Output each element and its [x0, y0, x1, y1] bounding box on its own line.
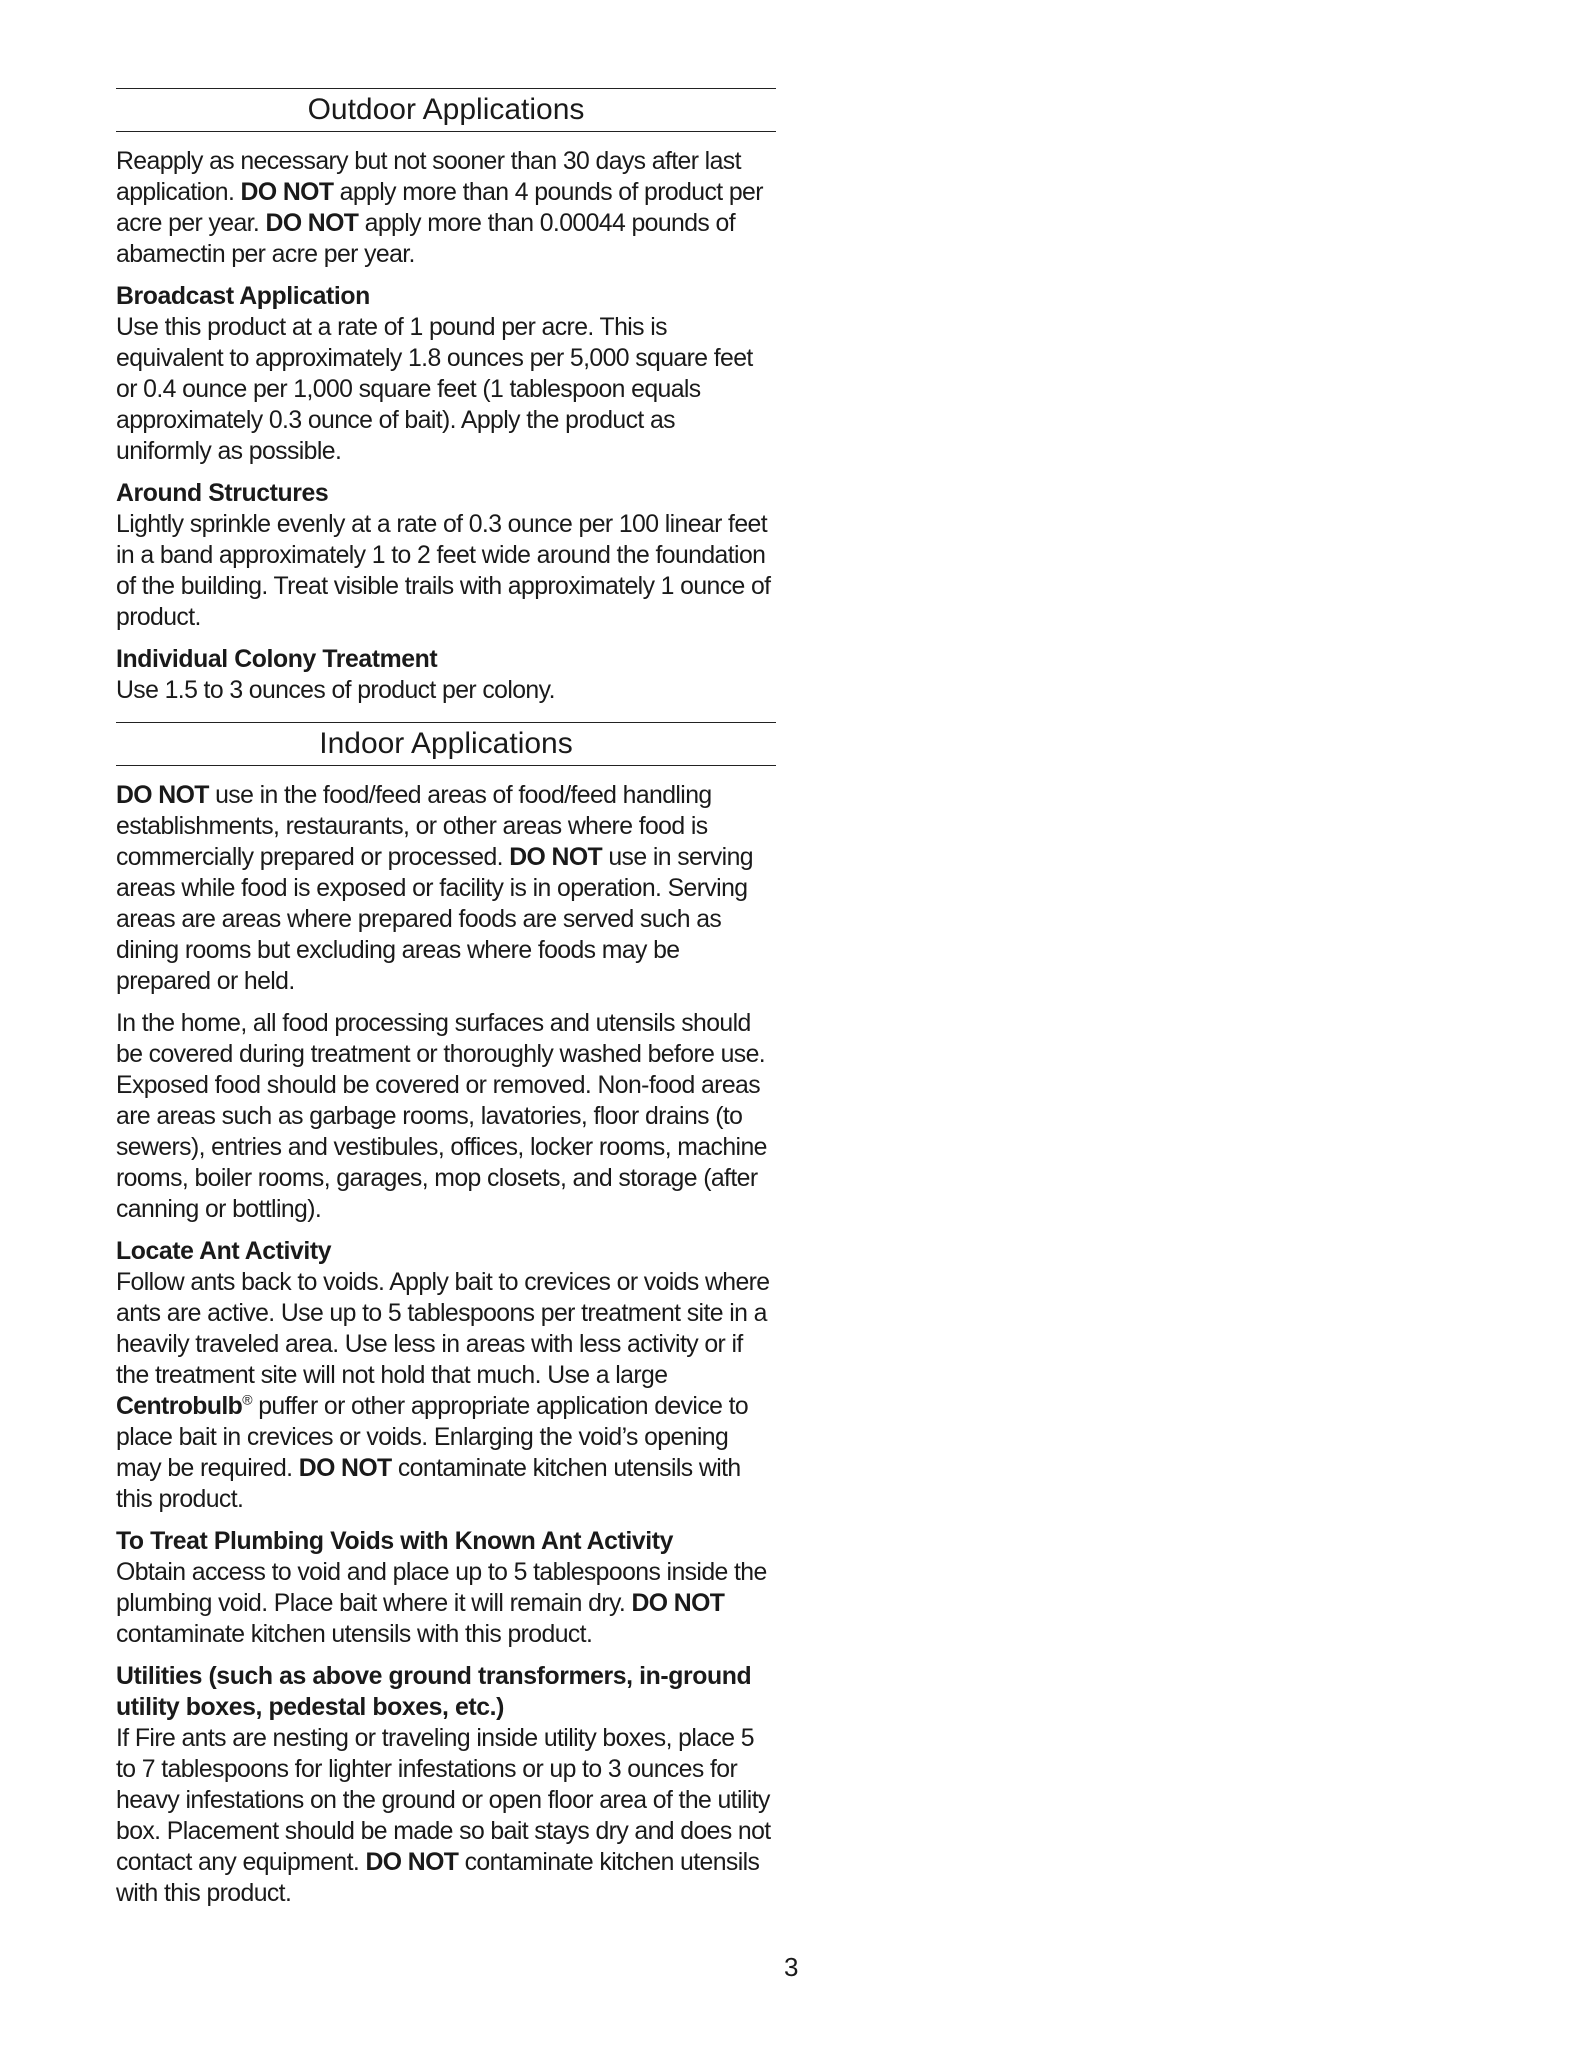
page-number: 3 [784, 1952, 799, 1982]
do-not-6: DO NOT [631, 1590, 725, 1617]
utilities-title: Utilities (such as above ground transformers, in-ground utility boxes, pedestal boxes, etc.) [116, 1663, 752, 1721]
plumbing-title: To Treat Plumbing Voids with Known Ant Activity [116, 1528, 674, 1555]
brand-name: Centrobulb [116, 1393, 243, 1420]
outdoor-intro [116, 146, 776, 270]
do-not-3: DO NOT [116, 782, 209, 809]
outdoor-heading: Outdoor Applications [116, 88, 776, 132]
locate-text-a: Follow ants back to voids. Apply bait to crevices or voids where ants are active. Use up to 5 tablespoons per treatment site in a heavily traveled area. Use less in areas with less activity or if the treatment site will not hold that much. Use a large [116, 1269, 770, 1389]
do-not-1: DO NOT [240, 179, 334, 206]
plumbing-text [116, 1557, 776, 1650]
outdoor-intro-a: Reapply as necessary but not sooner than 30 days after last application. [116, 148, 741, 206]
do-not-4: DO NOT [509, 844, 603, 871]
home-text: In the home, all food processing surfaces and utensils should be covered during treatment or thoroughly washed before use. Exposed food should be covered or removed. Non-food areas are areas such as garbage rooms, lavatories, floor drains (to sewers), entries and vestibules, offices, locker rooms, machine rooms, boiler rooms, garages, mop closets, and storage (after canning or bottling). [116, 1010, 767, 1223]
broadcast-text: Use this product at a rate of 1 pound per acre. This is equivalent to approximately 1.8 ounces per 5,000 square feet or 0.4 ounce per 1,000 square feet (1 tablespoon equals approximately 0.3 ounce of bait). Apply the product as uniformly as possible. [116, 314, 753, 465]
utilities-text [116, 1723, 776, 1909]
utilities-text-a: If Fire ants are nesting or traveling inside utility boxes, place 5 to 7 tablespoons for lighter infestations or up to 3 ounces for heavy infestations on the ground or open floor area of the utility box. Placement should be made so bait stays dry and does not contact any equipment. [116, 1725, 771, 1876]
locate-text-c: contaminate kitchen utensils with this product. [116, 1455, 741, 1513]
do-not-7: DO NOT [365, 1849, 459, 1876]
label-column [116, 88, 776, 1920]
structures-title: Around Structures [116, 480, 329, 507]
outdoor-intro-c: apply more than 4 pounds of product per acre per year. [116, 179, 763, 237]
utilities-text-b: contaminate kitchen utensils with this product. [116, 1849, 760, 1907]
broadcast-title: Broadcast Application [116, 283, 370, 310]
structures-text: Lightly sprinkle evenly at a rate of 0.3 ounce per 100 linear feet in a band approximately 1 to 2 feet wide around the foundation of the building. Treat visible trails with approximately 1 ounce of product. [116, 511, 771, 631]
locate-title: Locate Ant Activity [116, 1238, 332, 1265]
locate-text [116, 1267, 776, 1515]
plumbing-text-b: contaminate kitchen utensils with this product. [116, 1621, 593, 1648]
colony-title: Individual Colony Treatment [116, 646, 438, 673]
indoor-intro-c: use in serving areas while food is exposed or facility is in operation. Serving areas are areas where prepared foods are served such as dining rooms but excluding areas where foods may be prepared or held. [116, 844, 753, 995]
plumbing-text-a: Obtain access to void and place up to 5 tablespoons inside the plumbing void. Place bait where it will remain dry. [116, 1559, 767, 1617]
indoor-heading: Indoor Applications [116, 722, 776, 766]
outdoor-intro-d: apply more than 0.00044 pounds of abamectin per acre per year. [116, 210, 735, 268]
registered-mark: ® [242, 1391, 252, 1408]
locate-text-b: puffer or other appropriate application device to place bait in crevices or voids. Enlarging the void’s opening may be required. [116, 1393, 749, 1482]
indoor-intro [116, 780, 776, 997]
colony-text: Use 1.5 to 3 ounces of product per colony. [116, 677, 555, 704]
do-not-5: DO NOT [298, 1455, 392, 1482]
indoor-intro-a: use in the food/feed areas of food/feed handling establishments, restaurants, or other areas where food is commercially prepared or processed. [116, 782, 712, 871]
do-not-2: DO NOT [265, 210, 359, 237]
